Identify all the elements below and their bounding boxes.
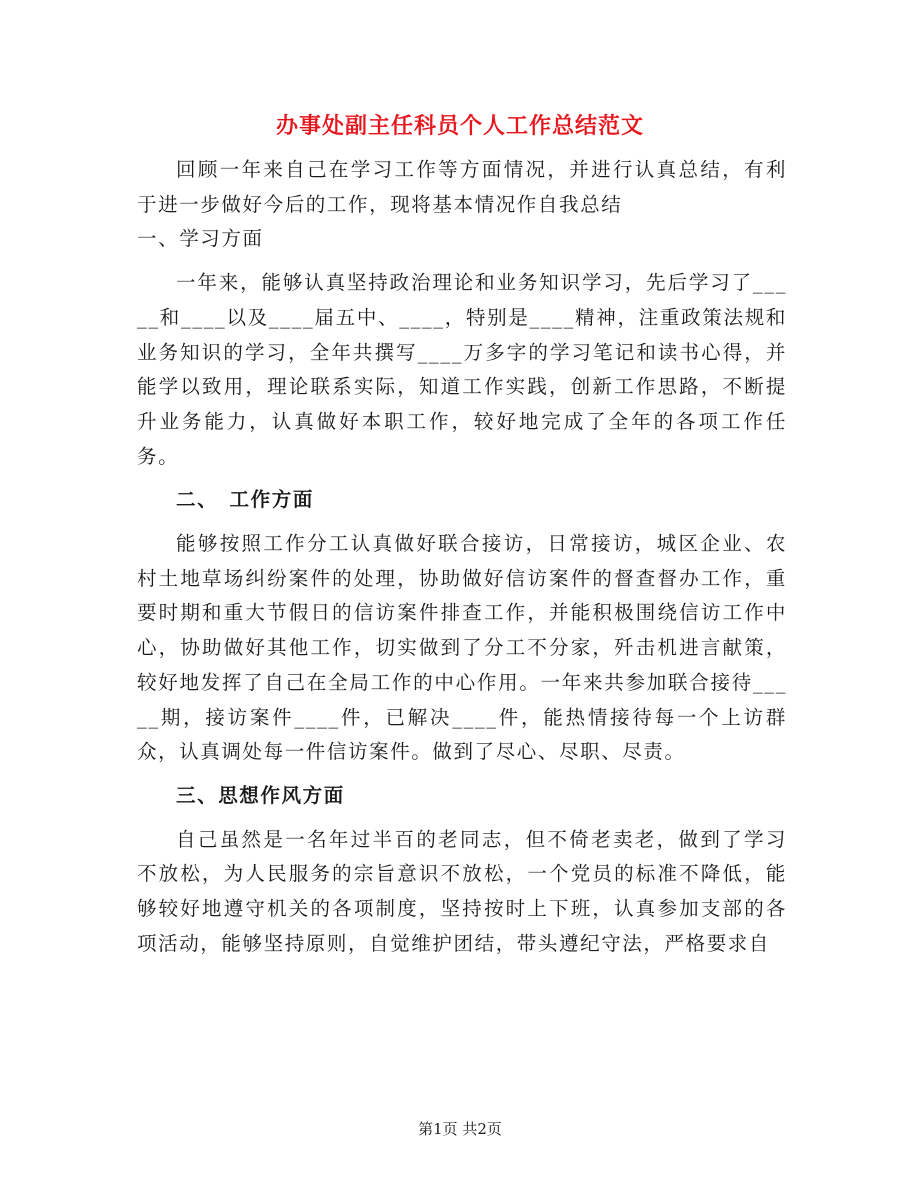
section-heading-work: 二、 工作方面 [176, 488, 314, 512]
section-body-study: 一年来，能够认真坚持政治理论和业务知识学习，先后学习了_____和____以及____届五中、____，特别是____精神，注重政策法规和业务知识的学习，全年共撰写____万多字的学习笔记和读书心得，并能学以致用，理论联系实际，知道工作实践，创新工作思路，不断提升业务能力，认真做好本职工作，较好地完成了全年的各项工作任务。 [137, 271, 787, 468]
section-heading-conduct: 三、思想作风方面 [176, 783, 345, 807]
section-heading-study: 一、学习方面 [137, 227, 264, 251]
document-body [137, 153, 787, 961]
section-body-work: 能够按照工作分工认真做好联合接访，日常接访，城区企业、农村土地草场纠纷案件的处理，协助做好信访案件的督查督办工作，重要时期和重大节假日的信访案件排查工作，并能积极围绕信访工作中心，协助做好其他工作，切实做到了分工不分家，歼击机进言献策，较好地发挥了自己在全局工作的中心作用。一年来共参加联合接待_____期，接访案件____件，已解决____件，能热情接待每一个上访群众，认真调处每一件信访案件。做到了尽心、尽职、尽责。 [137, 532, 787, 764]
section-body-conduct: 自己虽然是一名年过半百的老同志，但不倚老卖老，做到了学习不放松，为人民服务的宗旨意识不放松，一个党员的标准不降低，能够较好地遵守机关的各项制度，坚持按时上下班，认真参加支部的各项活动，能够坚持原则，自觉维护团结，带头遵纪守法，严格要求自 [137, 827, 787, 955]
document-title: 办事处副主任科员个人工作总结范文 [275, 113, 644, 139]
page-footer: 第1页 共2页 [418, 1120, 502, 1138]
intro-paragraph: 回顾一年来自己在学习工作等方面情况，并进行认真总结，有利于进一步做好今后的工作，现将基本情况作自我总结 [137, 158, 787, 216]
